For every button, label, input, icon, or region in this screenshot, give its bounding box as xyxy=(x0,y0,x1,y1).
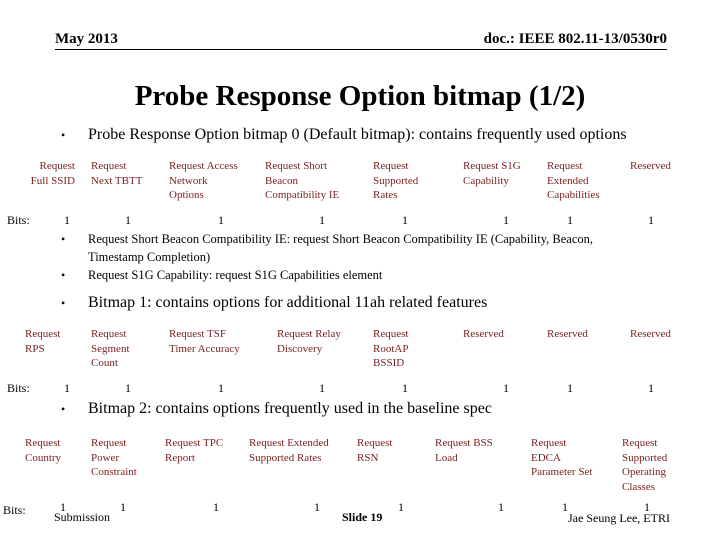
note-short-beacon: Request Short Beacon Compatibility IE: request Short Beacon Compatibility IE (Capability, Beacon, Timestamp Completion) xyxy=(88,232,593,264)
bitmap0-field: Request Supported Rates xyxy=(373,160,419,201)
note-s1g: Request S1G Capability: request S1G Capabilities element xyxy=(88,268,383,282)
bitmap0-field: Request Full SSID xyxy=(30,160,75,187)
bullet-dot: • xyxy=(61,402,66,416)
bit-value: 1 xyxy=(218,213,224,227)
footer-slide-number: Slide 19 xyxy=(342,510,383,524)
bitmap0-field: Request Access Network Options xyxy=(169,160,238,201)
bitmap1-field: Request RootAP BSSID xyxy=(373,328,409,369)
bit-value: 1 xyxy=(562,500,568,514)
bullet-dot: • xyxy=(61,232,66,246)
bitmap0-field: Request Short Beacon Compatibility IE xyxy=(265,160,340,201)
bitmap1-field: Reserved xyxy=(547,328,588,340)
footer-submission: Submission xyxy=(54,510,111,524)
bitmap1-field: Request RPS xyxy=(25,328,61,355)
bit-value: 1 xyxy=(398,500,404,514)
bit-value: 1 xyxy=(402,213,408,227)
bullet-dot: • xyxy=(61,296,66,310)
bullet-dot: • xyxy=(61,268,66,282)
bitmap1-bullet: Bitmap 1: contains options for additional 11ah related features xyxy=(88,294,488,311)
bitmap1-field: Reserved xyxy=(463,328,504,340)
bit-value: 1 xyxy=(503,213,509,227)
bit-value: 1 xyxy=(319,213,325,227)
bitmap0-field: Request Extended Capabilities xyxy=(547,160,600,201)
header-date: May 2013 xyxy=(55,31,118,47)
bit-value: 1 xyxy=(64,213,70,227)
bit-value: 1 xyxy=(567,213,573,227)
bitmap2-field: Request Country xyxy=(25,437,62,464)
header-rule xyxy=(55,49,667,50)
bullet-dot: • xyxy=(61,128,66,142)
bits-label: Bits: xyxy=(7,213,30,227)
bitmap1-field: Request TSF Timer Accuracy xyxy=(169,328,240,355)
bit-value: 1 xyxy=(314,500,320,514)
bit-value: 1 xyxy=(125,381,131,395)
bit-value: 1 xyxy=(503,381,509,395)
bit-value: 1 xyxy=(319,381,325,395)
bitmap0-field: Request S1G Capability xyxy=(463,160,521,187)
bit-value: 1 xyxy=(648,381,654,395)
bitmap0-bullet: Probe Response Option bitmap 0 (Default bitmap): contains frequently used options xyxy=(88,126,627,143)
bit-value: 1 xyxy=(120,500,126,514)
bitmap1-field: Reserved xyxy=(630,328,671,340)
bits-label: Bits: xyxy=(3,503,26,517)
bits-label: Bits: xyxy=(7,381,30,395)
bit-value: 1 xyxy=(648,213,654,227)
bitmap2-field: Request Power Constraint xyxy=(91,437,137,478)
bit-value: 1 xyxy=(213,500,219,514)
header-doc-id: doc.: IEEE 802.11-13/0530r0 xyxy=(483,31,667,47)
bit-value: 1 xyxy=(60,500,66,514)
bitmap2-field: Request Extended Supported Rates xyxy=(249,437,329,464)
bitmap2-bullet: Bitmap 2: contains options frequently used in the baseline spec xyxy=(88,400,492,417)
bit-value: 1 xyxy=(498,500,504,514)
bit-value: 1 xyxy=(567,381,573,395)
bit-value: 1 xyxy=(644,500,650,514)
bitmap2-field: Request TPC Report xyxy=(165,437,224,464)
bitmap1-field: Request Segment Count xyxy=(91,328,130,369)
bitmap2-field: Request BSS Load xyxy=(435,437,493,464)
bit-value: 1 xyxy=(218,381,224,395)
bitmap0-field: Request Next TBTT xyxy=(91,160,143,187)
footer-author: Jae Seung Lee, ETRI xyxy=(568,511,670,525)
bit-value: 1 xyxy=(64,381,70,395)
bitmap1-field: Request Relay Discovery xyxy=(277,328,341,355)
bitmap2-field: Request RSN xyxy=(357,437,393,464)
bitmap2-field: Request EDCA Parameter Set xyxy=(531,437,593,478)
bitmap2-field: Request Supported Operating Classes xyxy=(622,437,668,493)
bit-value: 1 xyxy=(125,213,131,227)
bit-value: 1 xyxy=(402,381,408,395)
bitmap0-field: Reserved xyxy=(630,160,671,172)
slide-title: Probe Response Option bitmap (1/2) xyxy=(134,80,586,112)
